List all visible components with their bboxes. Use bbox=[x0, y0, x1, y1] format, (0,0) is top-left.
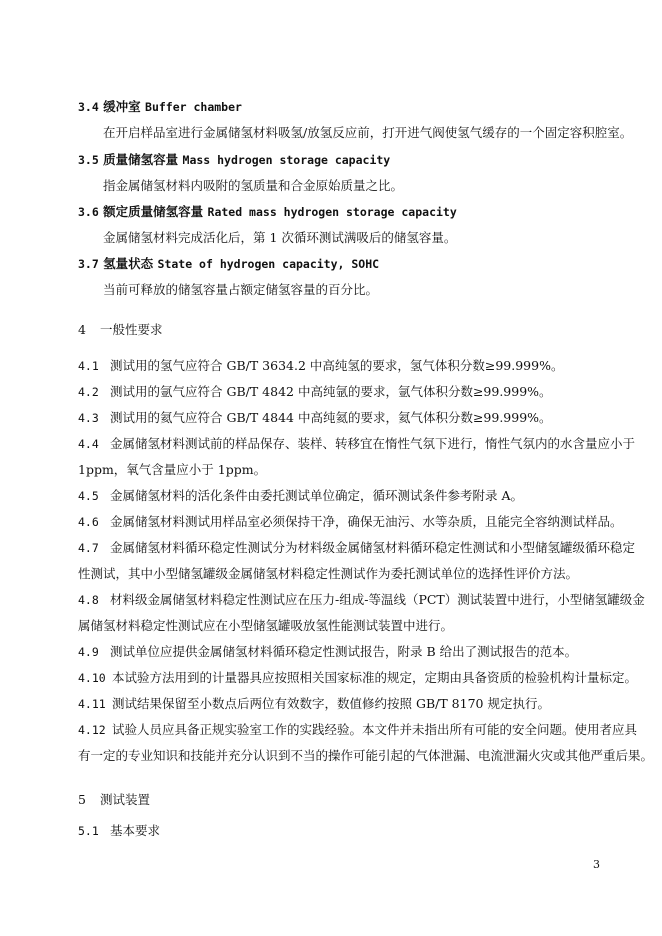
clause-text: 金属储氢材料循环稳定性测试分为材料级金属储氢材料循环稳定性测试和小型储氢罐级循环稳定 bbox=[110, 540, 636, 555]
section-3-7-heading bbox=[78, 256, 606, 272]
clause-text: 本试验方法用到的计量器具应按照相关国家标准的规定，定期由具备资质的检验机构计量标定。 bbox=[112, 670, 638, 685]
term-en: Buffer chamber bbox=[145, 100, 242, 114]
clause-text: 金属储氢材料测试用样品室必须保持干净，确保无油污、水等杂质，且能完全容纳测试样品。 bbox=[110, 514, 623, 529]
clause-text: 金属储氢材料测试前的样品保存、装样、转移宜在惰性气氛下进行，惰性气氛内的水含量应小于 bbox=[110, 436, 636, 451]
clause-4-3 bbox=[78, 410, 606, 426]
clause-4-4-cont: 1ppm，氧气含量应小于 1ppm。 bbox=[78, 462, 267, 477]
section-number: 3.5 bbox=[78, 153, 99, 167]
section-number: 3.6 bbox=[78, 205, 99, 219]
term-en: State of hydrogen capacity, SOHC bbox=[157, 257, 380, 271]
clause-number: 5.1 bbox=[78, 824, 99, 838]
section-number: 3.4 bbox=[78, 100, 99, 114]
section-3-6-heading bbox=[78, 204, 606, 220]
clause-4-7-cont: 性测试，其中小型储氢罐级金属储氢材料稳定性测试作为委托测试单位的选择性评价方法。 bbox=[78, 566, 579, 581]
term-en: Rated mass hydrogen storage capacity bbox=[207, 205, 457, 219]
section-3-5-heading bbox=[78, 152, 606, 168]
clause-text: 试验人员应具备正规实验室工作的实践经验。本文件并未指出所有可能的安全问题。使用者应具 bbox=[112, 722, 638, 737]
clause-4-5 bbox=[78, 488, 606, 504]
section-5-heading bbox=[78, 792, 606, 808]
clause-number: 4.9 bbox=[78, 645, 99, 659]
clause-4-7 bbox=[78, 540, 636, 556]
clause-text: 材料级金属储氢材料稳定性测试应在压力-组成-等温线（PCT）测试装置中进行，小型储氢罐级金 bbox=[110, 592, 645, 607]
section-3-4-body: 在开启样品室进行金属储氢材料吸氢/放氢反应前，打开进气阀使氢气缓存的一个固定容积腔室。 bbox=[103, 125, 633, 140]
section-title: 测试装置 bbox=[99, 792, 150, 807]
clause-text: 测试用的氦气应符合 GB/T 4844 中高纯氦的要求，氦气体积分数≥99.999%。 bbox=[110, 410, 552, 425]
clause-4-8 bbox=[78, 592, 645, 608]
clause-4-12 bbox=[78, 722, 638, 738]
clause-4-2 bbox=[78, 384, 606, 400]
clause-text: 测试用的氩气应符合 GB/T 4842 中高纯氩的要求，氩气体积分数≥99.999%。 bbox=[110, 384, 552, 399]
term-cn: 缓冲室 bbox=[103, 99, 141, 114]
clause-4-9 bbox=[78, 644, 606, 660]
clause-number: 4.4 bbox=[78, 437, 99, 451]
section-title: 一般性要求 bbox=[99, 322, 163, 337]
page-number: 3 bbox=[593, 858, 600, 871]
term-en: Mass hydrogen storage capacity bbox=[182, 153, 391, 167]
clause-number: 4.2 bbox=[78, 385, 99, 399]
clause-text: 测试单位应提供金属储氢材料循环稳定性测试报告，附录 B 给出了测试报告的范本。 bbox=[110, 644, 578, 659]
clause-4-1 bbox=[78, 358, 606, 374]
section-number: 4 bbox=[78, 322, 86, 337]
clause-number: 4.3 bbox=[78, 411, 99, 425]
section-3-7-body: 当前可释放的储氢容量占额定储氢容量的百分比。 bbox=[103, 282, 379, 297]
section-4-heading bbox=[78, 322, 606, 338]
term-cn: 氢量状态 bbox=[103, 256, 154, 271]
clause-number: 4.12 bbox=[78, 723, 106, 737]
section-number: 5 bbox=[78, 792, 86, 807]
section-5-1-heading bbox=[78, 823, 606, 839]
clause-4-8-cont: 属储氢材料稳定性测试应在小型储氢罐吸放氢性能测试装置中进行。 bbox=[78, 618, 454, 633]
clause-number: 4.8 bbox=[78, 593, 99, 607]
section-number: 3.7 bbox=[78, 257, 99, 271]
clause-number: 4.5 bbox=[78, 489, 99, 503]
clause-text: 金属储氢材料的活化条件由委托测试单位确定，循环测试条件参考附录 A。 bbox=[110, 488, 524, 503]
clause-text: 测试用的氢气应符合 GB/T 3634.2 中高纯氢的要求，氢气体积分数≥99.999%。 bbox=[110, 358, 564, 373]
clause-number: 4.7 bbox=[78, 541, 99, 555]
clause-4-11 bbox=[78, 696, 606, 712]
clause-number: 4.10 bbox=[78, 671, 106, 685]
clause-number: 4.6 bbox=[78, 515, 99, 529]
clause-text: 测试结果保留至小数点后两位有效数字，数值修约按照 GB/T 8170 规定执行。 bbox=[112, 696, 550, 711]
section-3-6-body: 金属储氢材料完成活化后，第 1 次循环测试满吸后的储氢容量。 bbox=[103, 230, 457, 245]
clause-4-6 bbox=[78, 514, 623, 530]
clause-title: 基本要求 bbox=[110, 823, 161, 838]
clause-4-4 bbox=[78, 436, 636, 452]
term-cn: 额定质量储氢容量 bbox=[103, 204, 204, 219]
clause-4-10 bbox=[78, 670, 638, 686]
clause-number: 4.11 bbox=[78, 697, 106, 711]
term-cn: 质量储氢容量 bbox=[103, 152, 179, 167]
clause-4-12-cont: 有一定的专业知识和技能并充分认识到不当的操作可能引起的气体泄漏、电流泄漏火灾或其他严重后果。 bbox=[78, 748, 654, 763]
clause-number: 4.1 bbox=[78, 359, 99, 373]
section-3-5-body: 指金属储氢材料内吸附的氢质量和合金原始质量之比。 bbox=[103, 178, 404, 193]
section-3-4-heading bbox=[78, 99, 606, 115]
